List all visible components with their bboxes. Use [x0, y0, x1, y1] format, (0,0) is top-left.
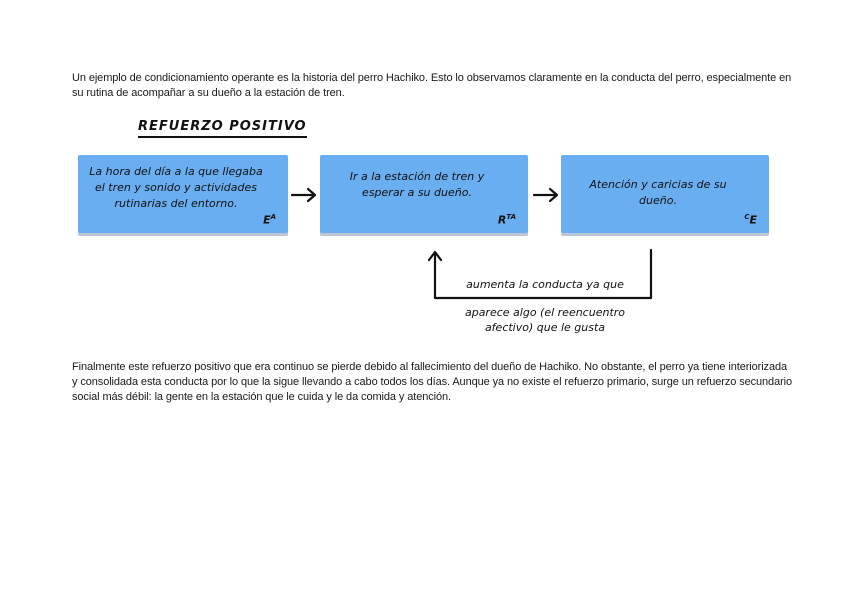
feedback-label-line2: aparece algo (el reencuentro afectivo) que le gusta: [464, 306, 626, 334]
response-tag: $R^{TA}$: [497, 213, 516, 227]
antecedent-box: [78, 155, 288, 233]
diagram-title: REFUERZO POSITIVO: [138, 119, 307, 138]
consequence-box: [561, 155, 769, 233]
consequence-text: Atención y caricias de su dueño.: [589, 178, 727, 207]
intro-paragraph: Un ejemplo de condicionamiento operante es la historia del perro Hachiko. Esto lo observamos claramente en la conducta del perro, especialmente en su rutina de acompañar a su dueño a la estación de tren.: [72, 72, 792, 99]
feedback-label-line1: aumenta la conducta ya que: [466, 278, 624, 291]
antecedent-text: La hora del día a la que llegaba el tren y sonido y actividades rutinarias del entorno.: [89, 165, 263, 210]
feedback-arrow-head: [429, 252, 441, 260]
consequence-tag: $^C$E: [744, 213, 757, 227]
arrow-right-1-head: [308, 189, 315, 201]
antecedent-tag: $E^A$: [263, 213, 276, 227]
arrow-right-2-head: [550, 189, 557, 201]
response-text: Ir a la estación de tren y esperar a su dueño.: [349, 170, 485, 199]
response-box: [320, 155, 528, 233]
conclusion-paragraph: Finalmente este refuerzo positivo que era continuo se pierde debido al fallecimiento del dueño de Hachiko. No obstante, el perro ya tiene interiorizada y consolidada esta conducta por lo que la sigue llevando a cabo todos los días. Aunque ya no existe el refuerzo primario, surge un refuerzo secundario social más débil: la gente en la estación que le cuida y le da comida y atención.: [72, 361, 793, 403]
